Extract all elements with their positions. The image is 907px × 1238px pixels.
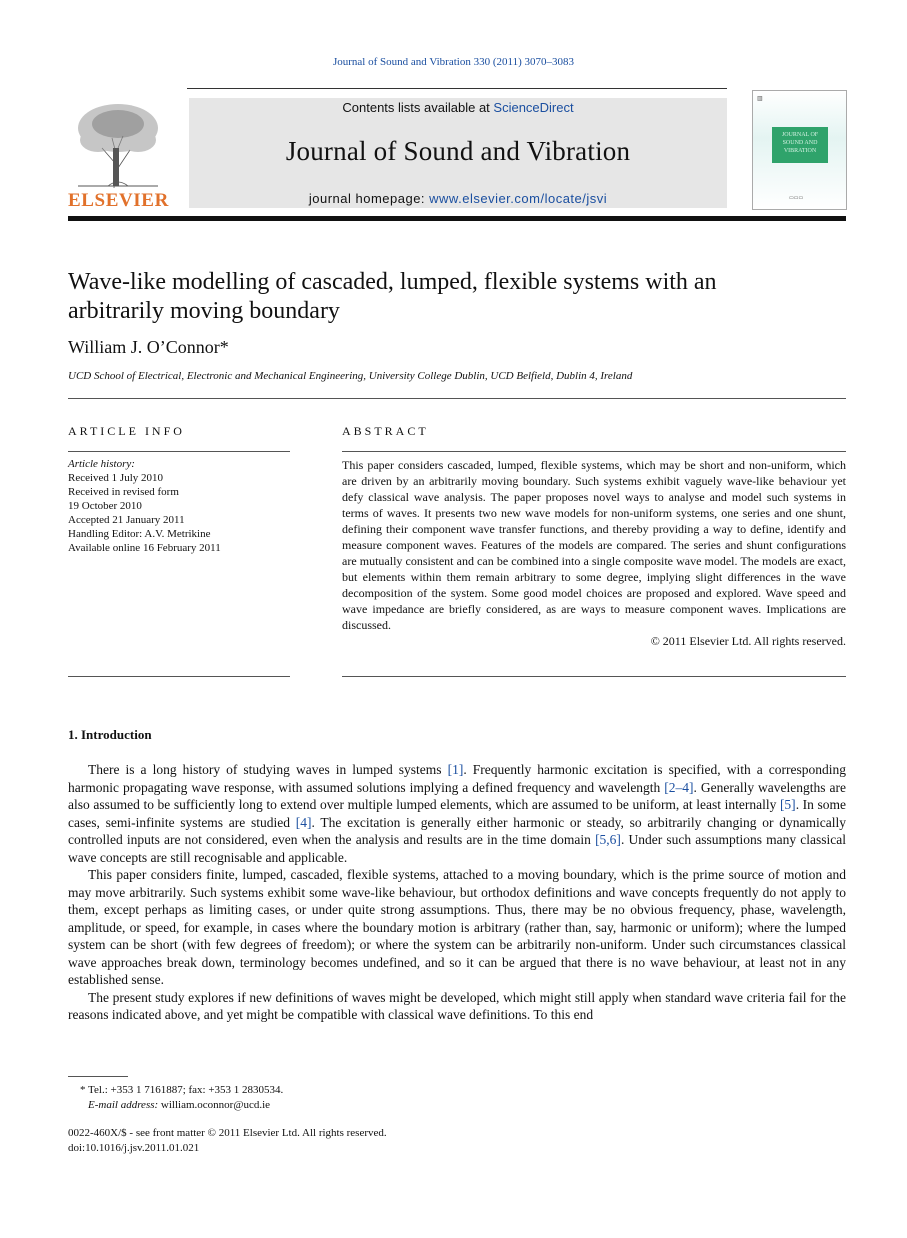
article-info-heading: ARTICLE INFO — [68, 424, 185, 438]
header-top-line — [187, 88, 727, 89]
sciencedirect-link[interactable]: ScienceDirect — [493, 100, 574, 115]
homepage-line — [189, 191, 727, 206]
article-info-bottom-rule — [68, 676, 290, 677]
text-run: . Under such assumptions many classical wave concepts are still recognisable and applicable. — [68, 832, 846, 865]
footnote-email-line — [68, 1098, 283, 1113]
doi-line[interactable]: doi:10.1016/j.jsv.2011.01.021 — [68, 1142, 200, 1154]
paragraph — [68, 761, 846, 866]
text-run: . In some cases, semi-infinite systems are studied — [68, 797, 847, 830]
footnote — [68, 1083, 283, 1113]
email-label: E-mail address: — [88, 1099, 159, 1111]
journal-citation[interactable]: Journal of Sound and Vibration 330 (2011) 3070–3083 — [332, 56, 574, 68]
author-name — [68, 337, 229, 358]
contents-prefix: Contents lists available at — [342, 100, 494, 115]
abstract-text: This paper considers cascaded, lumped, flexible systems, which may be short and non-uniform, which are driven by an arbitrarily moving boundary. Such systems exhibit vaguely wave-like behaviour yet defy classical wave analysis. The paper proposes novel ways to analyse and model such systems in terms of waves. It presents two new wave models for non-uniform systems, one series and one shunt, defining their component wave transfer functions, and thereby providing a way to define, identify and measure component waves. Features of the models are compared. The series and shunt configurations are mutually consistent and can be combined into a single composite wave model. The models are exact, but elements within them remain arbitrary to some degree, implying slight differences in the wave decomposition of the system. Some good model choices are proposed and explored. Wave speed and wave impedance are briefly considered, as are ways to measure component waves. Implications are discussed. — [342, 458, 846, 632]
footnote-contact: * Tel.: +353 1 7161887; fax: +353 1 2830534. — [80, 1084, 284, 1096]
abstract-copyright: © 2011 Elsevier Ltd. All rights reserved. — [650, 634, 846, 648]
abstract-heading: ABSTRACT — [342, 424, 429, 438]
abstract-bottom-rule — [342, 676, 846, 677]
introduction-body — [68, 761, 846, 1024]
paragraph: This paper considers finite, lumped, cascaded, flexible systems, attached to a moving boundary, which is the prime source of motion and may move arbitrarily. Such systems exhibit some wave-like behaviour, but orthodox definitions and wave concepts frequently do not apply to them, except perhaps as limiting cases, or under quite strong assumptions. Thus, there may be no obvious frequency, phase, wavelength, amplitude, or speed, for example, in cases where the boundary motion is arbitrary (rather than, say, harmonic or uniform); where the lumped system can be short (with few degrees of freedom); or where the system can be arbitrarily non-uniform. Under such circumstances classical wave approaches break down, terminology becomes undefined, and so it can be argued that there is no wave behaviour, at least not in any established sense. — [68, 867, 846, 987]
email-address[interactable]: william.oconnor@ucd.ie — [158, 1099, 271, 1111]
history-label: Article history: — [68, 458, 135, 470]
citation-link[interactable]: [5] — [779, 797, 796, 812]
homepage-prefix: journal homepage: — [308, 191, 430, 206]
abstract-body — [342, 457, 846, 649]
cover-title-box — [772, 127, 828, 163]
author-footnote-mark[interactable]: * — [219, 337, 229, 357]
section-heading-introduction: 1. Introduction — [68, 727, 152, 742]
history-item: Available online 16 February 2011 — [68, 542, 221, 554]
history-item: Accepted 21 January 2011 — [68, 514, 185, 526]
issn-block — [68, 1126, 387, 1156]
article-history — [68, 457, 293, 555]
contents-line — [189, 100, 727, 115]
text-run: . Frequently harmonic excitation is specified, with a corresponding harmonic propagating wave response, with assumed solutions implying a defined frequency and wavelength — [68, 762, 846, 795]
cover-title-line: JOURNAL OF — [781, 132, 819, 138]
history-item: Received in revised form — [68, 486, 179, 498]
text-run: . The excitation is generally either harmonic or steady, so arbitrarily changing or dynamically controlled inputs are not considered, even when the analysis and results are in the time domain — [68, 814, 846, 847]
journal-title: Journal of Sound and Vibration — [285, 136, 631, 166]
tree-icon — [68, 98, 168, 190]
citation-link[interactable]: [5,6] — [595, 832, 621, 847]
issn-line: 0022-460X/$ - see front matter © 2011 Elsevier Ltd. All rights reserved. — [68, 1127, 387, 1139]
history-item: Received 1 July 2010 — [68, 472, 164, 484]
author-affiliation: UCD School of Electrical, Electronic and Mechanical Engineering, University College Dublin, UCD Belfield, Dublin 4, Ireland — [68, 370, 633, 382]
cover-title-line: SOUND AND — [782, 140, 818, 146]
citation-link[interactable]: [2–4] — [664, 779, 694, 795]
cover-title-line: VIBRATION — [783, 148, 817, 154]
homepage-link[interactable]: www.elsevier.com/locate/jsvi — [429, 191, 608, 206]
footnote-rule — [68, 1076, 128, 1077]
history-item: Handling Editor: A.V. Metrikine — [68, 528, 211, 540]
citation-link[interactable]: [4] — [295, 814, 312, 830]
citation-link[interactable]: [1] — [447, 762, 464, 777]
abstract-rule — [342, 451, 846, 452]
cover-footer-mark: ▭▭▭ — [789, 196, 804, 201]
paragraph: The present study explores if new definitions of waves might be developed, which might still apply when standard wave criteria fail for the reasons indicated above, and yet might be compatible with classical wave definitions. To this end — [68, 989, 846, 1022]
author-name-text: William J. O’Connor — [68, 337, 220, 357]
article-info-rule — [68, 451, 290, 452]
header-rule — [68, 216, 846, 221]
title-rule — [68, 398, 846, 399]
elsevier-wordmark[interactable]: ELSEVIER — [68, 190, 169, 211]
history-item: 19 October 2010 — [68, 500, 142, 512]
text-run: . Generally wavelengths are also assumed to be sufficiently long to extend over multiple lumped elements, which are assumed to be uniform, at least internally — [68, 779, 846, 812]
text-run: There is a long history of studying waves in lumped systems — [88, 762, 448, 777]
cover-logo-mark: ▥ — [757, 96, 763, 102]
journal-cover-thumbnail[interactable] — [752, 90, 847, 210]
article-title: Wave-like modelling of cascaded, lumped, flexible systems with an arbitrarily moving boundary — [68, 269, 717, 324]
